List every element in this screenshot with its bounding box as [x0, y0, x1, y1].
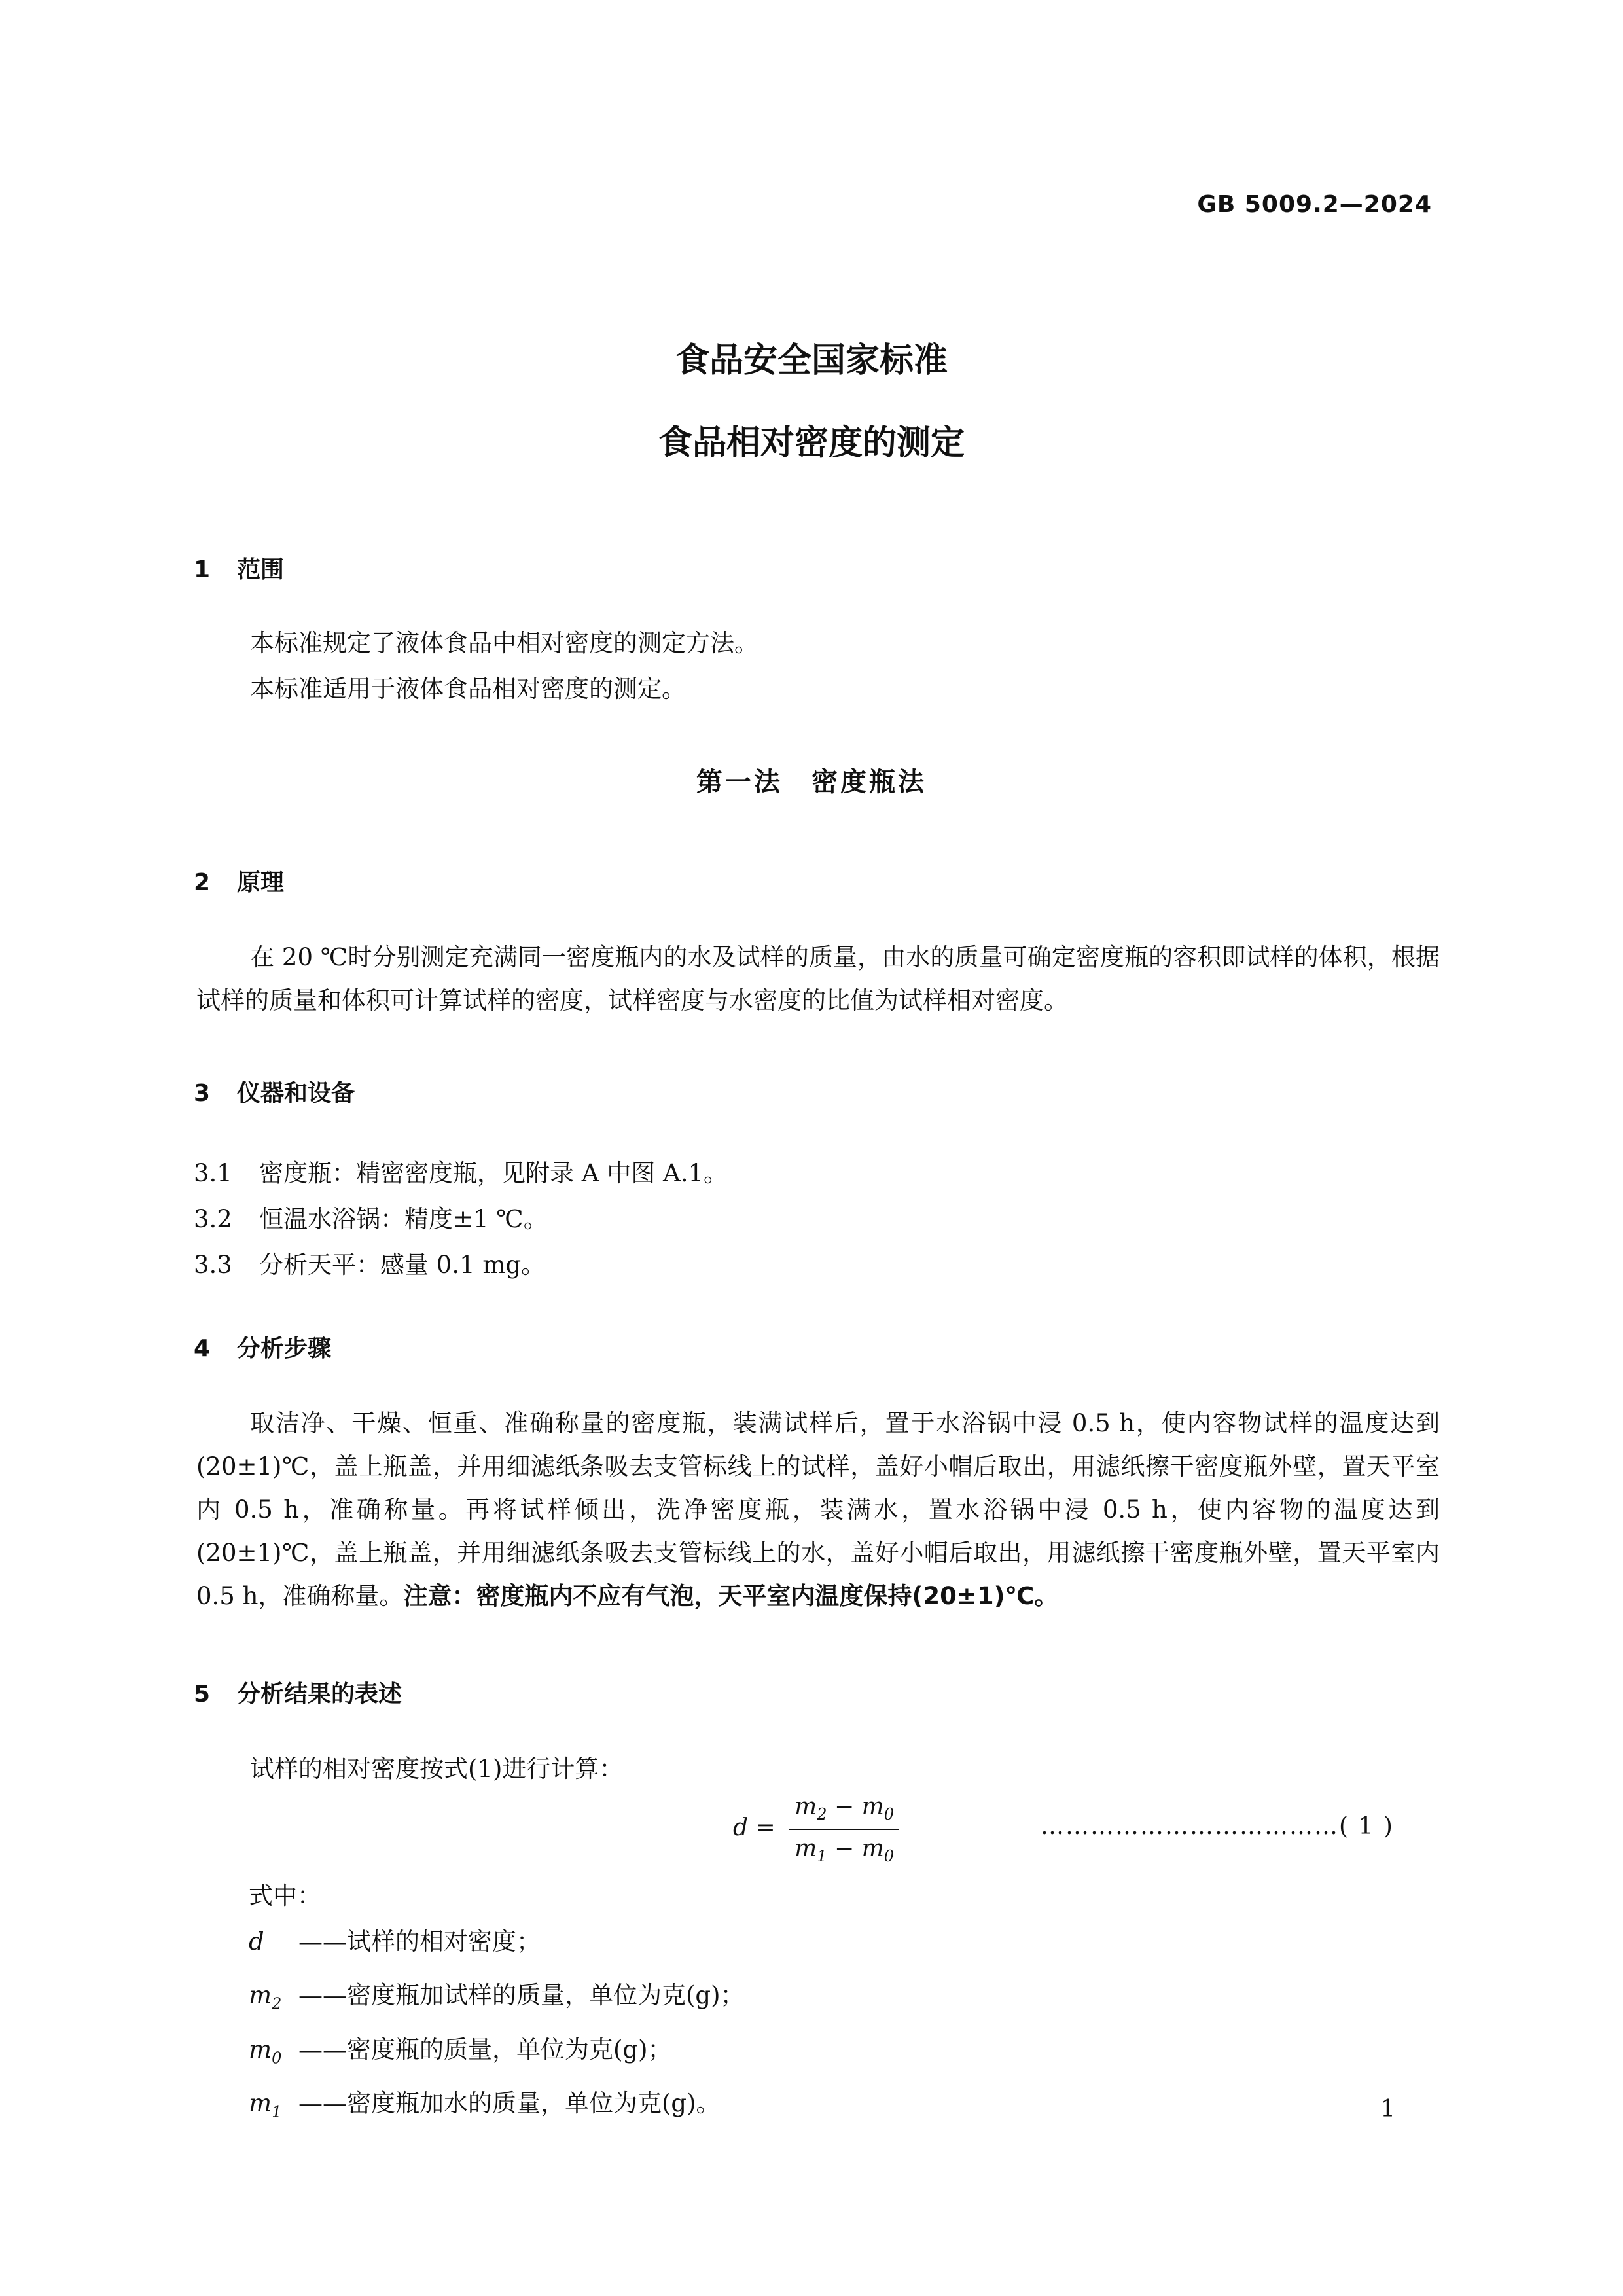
list-item: 3.1 密度瓶：精密密度瓶，见附录 A 中图 A.1。 [194, 1159, 728, 1187]
page-number: 1 [1380, 2096, 1395, 2123]
section-heading-procedure: 4 分析步骤 [194, 1335, 332, 1362]
list-item: 3.2 恒温水浴锅：精度±1 ℃。 [194, 1205, 548, 1233]
definition-item: $m_0$ ——密度瓶的质量，单位为克(g)； [249, 2035, 672, 2068]
paragraph: 取洁净、干燥、恒重、准确称量的密度瓶，装满试样后，置于水浴锅中浸 0.5 h，使内容物试样的温度达到(20±1)℃，盖上瓶盖，并用细滤纸条吸去支管标线上的试样，盖好小帽后取出，用滤纸擦干密度瓶外壁，置天平室内 0.5 h，准确称量。再将试样倾出，洗净密度瓶，装满水，置水浴锅中浸 0.5 h，使内容物的温度达到(20±1)℃，盖上瓶盖，并用细滤纸条吸去支管标线上的水，盖好小帽后取出，用滤纸擦干密度瓶外壁，置天平室内 0.5 h，准确称量。注意：密度瓶内不应有气泡，天平室内温度保持(20±1)℃。 [196, 1409, 1440, 1610]
document-subtitle: 食品相对密度的测定 [658, 423, 965, 463]
where-label: 式中： [249, 1882, 321, 1910]
note-text: 注意：密度瓶内不应有气泡，天平室内温度保持(20±1)℃。 [403, 1582, 1059, 1610]
section-heading-principle: 2 原理 [194, 869, 285, 896]
definition-item: d ——试样的相对密度； [249, 1928, 541, 1956]
section-heading-results: 5 分析结果的表述 [194, 1681, 402, 1708]
section-heading-scope: 1 范围 [194, 556, 285, 583]
document-title: 食品安全国家标准 [675, 341, 948, 380]
definition-item: $m_1$ ——密度瓶加水的质量，单位为克(g)。 [249, 2089, 721, 2121]
definition-item: $m_2$ ——密度瓶加试样的质量，单位为克(g)； [249, 1981, 745, 2013]
list-item: 3.3 分析天平：感量 0.1 mg。 [194, 1251, 546, 1279]
equation-number: ………………………………( 1 ) [1041, 1813, 1394, 1840]
fraction: $\frac{m_2 - m_0}{m_1 - m_0}$ [789, 1793, 899, 1865]
paragraph: 试样的相对密度按式(1)进行计算： [250, 1755, 624, 1783]
paragraph: 本标准规定了液体食品中相对密度的测定方法。 [250, 629, 758, 657]
paragraph: 在 20 ℃时分别测定充满同一密度瓶内的水及试样的质量，由水的质量可确定密度瓶的容积即试样的体积，根据试样的质量和体积可计算试样的密度，试样密度与水密度的比值为试样相对密度。 [196, 943, 1440, 1014]
method-heading: 第一法 密度瓶法 [696, 767, 927, 797]
standard-number: GB 5009.2—2024 [1197, 191, 1432, 218]
definitions-list [249, 1873, 745, 2135]
paragraph: 本标准适用于液体食品相对密度的测定。 [250, 675, 686, 703]
formula: d = $\frac{m_2 - m_0}{m_1 - m_0}$ [733, 1793, 899, 1865]
section-heading-apparatus: 3 仪器和设备 [194, 1080, 355, 1107]
